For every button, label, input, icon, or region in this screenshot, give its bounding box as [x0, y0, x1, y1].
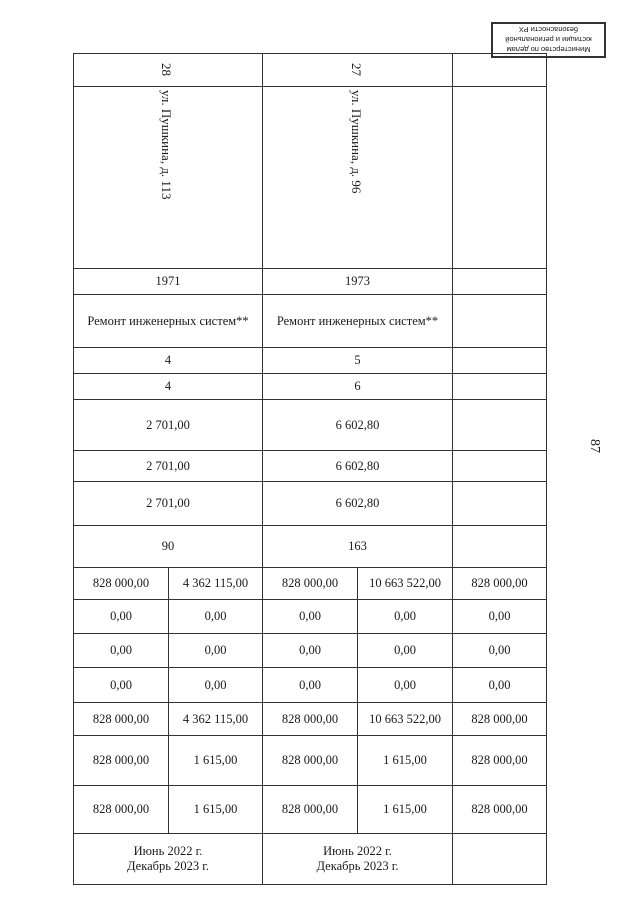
finance-cell: 0,00	[74, 668, 169, 703]
area-living-cell: 6 602,80	[263, 451, 453, 482]
floors-cell: 4	[74, 348, 263, 374]
table-row	[74, 568, 547, 600]
residents-cell: 90	[74, 526, 263, 568]
work-type-cell: Ремонт инженерных систем**	[74, 295, 263, 348]
table-row	[74, 295, 547, 348]
stamp-line: Министерство по делам	[506, 45, 591, 54]
stamp-line: юстиции и региональной	[505, 35, 592, 44]
finance-cell: 4 362 115,00	[169, 568, 263, 600]
finance-cell: 828 000,00	[263, 703, 358, 736]
start-date: Июнь 2022 г.	[323, 844, 392, 858]
empty-cell	[453, 374, 547, 400]
finance-cell: 1 615,00	[169, 736, 263, 786]
table-row	[74, 87, 547, 269]
end-date: Декабрь 2023 г.	[126, 859, 210, 873]
year-cell: 1973	[263, 269, 453, 295]
finance-cell: 828 000,00	[453, 703, 547, 736]
area-total-cell: 6 602,80	[263, 400, 453, 451]
finance-cell: 0,00	[453, 634, 547, 668]
work-type-cell: Ремонт инженерных систем**	[263, 295, 453, 348]
finance-cell: 0,00	[169, 634, 263, 668]
address-pushkina-113: ул. Пушкина, д. 113	[159, 90, 174, 200]
empty-cell	[453, 834, 547, 885]
finance-cell: 828 000,00	[74, 703, 169, 736]
empty-cell	[453, 87, 547, 269]
table-row	[74, 348, 547, 374]
data-table	[73, 53, 547, 885]
finance-cell: 828 000,00	[453, 786, 547, 834]
table-row	[74, 451, 547, 482]
finance-cell: 0,00	[263, 634, 358, 668]
finance-cell: 0,00	[74, 634, 169, 668]
table-row	[74, 269, 547, 295]
year-cell: 1971	[74, 269, 263, 295]
finance-cell: 0,00	[453, 668, 547, 703]
finance-cell: 0,00	[358, 600, 453, 634]
area-residential-cell: 2 701,00	[74, 482, 263, 526]
floors-cell: 5	[263, 348, 453, 374]
empty-cell	[453, 54, 547, 87]
row-number-27: 27	[349, 63, 364, 76]
start-date: Июнь 2022 г.	[133, 844, 203, 858]
finance-cell: 0,00	[169, 600, 263, 634]
finance-cell: 0,00	[358, 634, 453, 668]
finance-cell: 1 615,00	[358, 786, 453, 834]
table-row	[74, 482, 547, 526]
table-row	[74, 634, 547, 668]
table-row	[74, 786, 547, 834]
table-row	[74, 374, 547, 400]
residents-cell: 163	[263, 526, 453, 568]
finance-cell: 1 615,00	[358, 736, 453, 786]
table-row	[74, 834, 547, 885]
table-row	[74, 54, 547, 87]
page-number: 87	[587, 439, 602, 453]
area-total-cell: 2 701,00	[74, 400, 263, 451]
empty-cell	[453, 400, 547, 451]
finance-cell: 828 000,00	[74, 786, 169, 834]
finance-cell: 0,00	[358, 668, 453, 703]
entrances-cell: 6	[263, 374, 453, 400]
empty-cell	[453, 348, 547, 374]
empty-cell	[453, 295, 547, 348]
entrances-cell: 4	[74, 374, 263, 400]
empty-cell	[453, 526, 547, 568]
finance-cell: 828 000,00	[453, 736, 547, 786]
finance-cell: 10 663 522,00	[358, 703, 453, 736]
table-row	[74, 668, 547, 703]
empty-cell	[453, 451, 547, 482]
area-living-cell: 2 701,00	[74, 451, 263, 482]
dates-cell-2	[263, 834, 453, 885]
table-row	[74, 703, 547, 736]
finance-cell: 0,00	[169, 668, 263, 703]
finance-cell: 828 000,00	[263, 568, 358, 600]
finance-cell: 0,00	[74, 600, 169, 634]
table-row	[74, 526, 547, 568]
area-residential-cell: 6 602,80	[263, 482, 453, 526]
address-pushkina-96: ул. Пушкина, д. 96	[349, 90, 364, 194]
table-row	[74, 600, 547, 634]
empty-cell	[453, 482, 547, 526]
table-row	[74, 400, 547, 451]
finance-cell: 4 362 115,00	[169, 703, 263, 736]
finance-cell: 0,00	[263, 600, 358, 634]
finance-cell: 1 615,00	[169, 786, 263, 834]
finance-cell: 0,00	[263, 668, 358, 703]
finance-cell: 0,00	[453, 600, 547, 634]
finance-cell: 828 000,00	[453, 568, 547, 600]
stamp-line: безопасности РХ	[518, 25, 579, 34]
finance-cell: 828 000,00	[263, 786, 358, 834]
table-row	[74, 736, 547, 786]
finance-cell: 828 000,00	[263, 736, 358, 786]
empty-cell	[453, 269, 547, 295]
end-date: Декабрь 2023 г.	[316, 859, 399, 873]
finance-cell: 828 000,00	[74, 568, 169, 600]
row-number-28: 28	[159, 63, 174, 76]
dates-cell-1	[74, 834, 263, 885]
finance-cell: 828 000,00	[74, 736, 169, 786]
finance-cell: 10 663 522,00	[358, 568, 453, 600]
